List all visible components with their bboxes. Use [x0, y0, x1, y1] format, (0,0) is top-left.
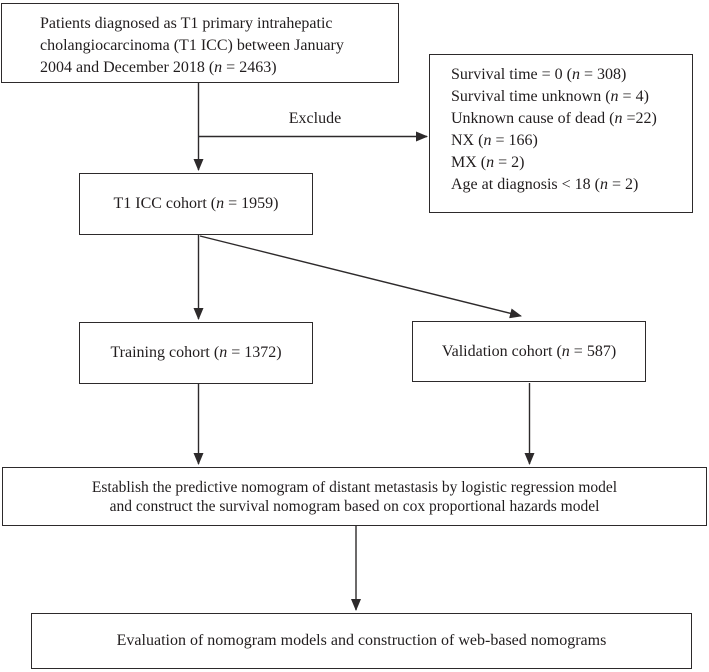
node-patients-line: 2004 and December 2018 (n = 2463): [40, 59, 277, 76]
node-patients-line: Patients diagnosed as T1 primary intrahepatic: [40, 15, 333, 32]
exclusion-item: Survival time unknown (n = 4): [451, 88, 649, 105]
node-patients-line: cholangiocarcinoma (T1 ICC) between January: [40, 37, 344, 54]
node-validation-cohort: [412, 321, 646, 382]
node-validation-cohort-label: Validation cohort (n = 587): [441, 342, 617, 360]
node-establish-nomogram-line: Establish the predictive nomogram of distant metastasis by logistic regression model: [91, 478, 618, 496]
node-evaluation: [31, 613, 692, 669]
node-training-cohort: [79, 322, 313, 384]
arrow-t1cohort-to-validation: [200, 236, 521, 316]
node-evaluation-label: Evaluation of nomogram models and construction of web-based nomograms: [116, 632, 607, 649]
exclusion-item: Survival time = 0 (n = 308): [451, 66, 627, 83]
node-establish-nomogram-line: and construct the survival nomogram based on cox proportional hazards model: [109, 497, 600, 515]
node-establish-nomogram: [2, 467, 707, 526]
node-t1-icc-cohort-label: T1 ICC cohort (n = 1959): [113, 195, 279, 212]
exclusion-item: MX (n = 2): [451, 154, 525, 171]
exclude-arrow-label: Exclude: [288, 110, 342, 127]
node-exclusion-criteria: [429, 54, 693, 213]
exclusion-item: Unknown cause of dead (n =22): [451, 110, 657, 127]
node-t1-icc-cohort: [79, 173, 313, 235]
exclusion-item: NX (n = 166): [451, 132, 538, 149]
node-patients: [1, 3, 399, 83]
node-training-cohort-label: Training cohort (n = 1372): [110, 344, 282, 361]
exclusion-item: Age at diagnosis < 18 (n = 2): [451, 176, 639, 193]
